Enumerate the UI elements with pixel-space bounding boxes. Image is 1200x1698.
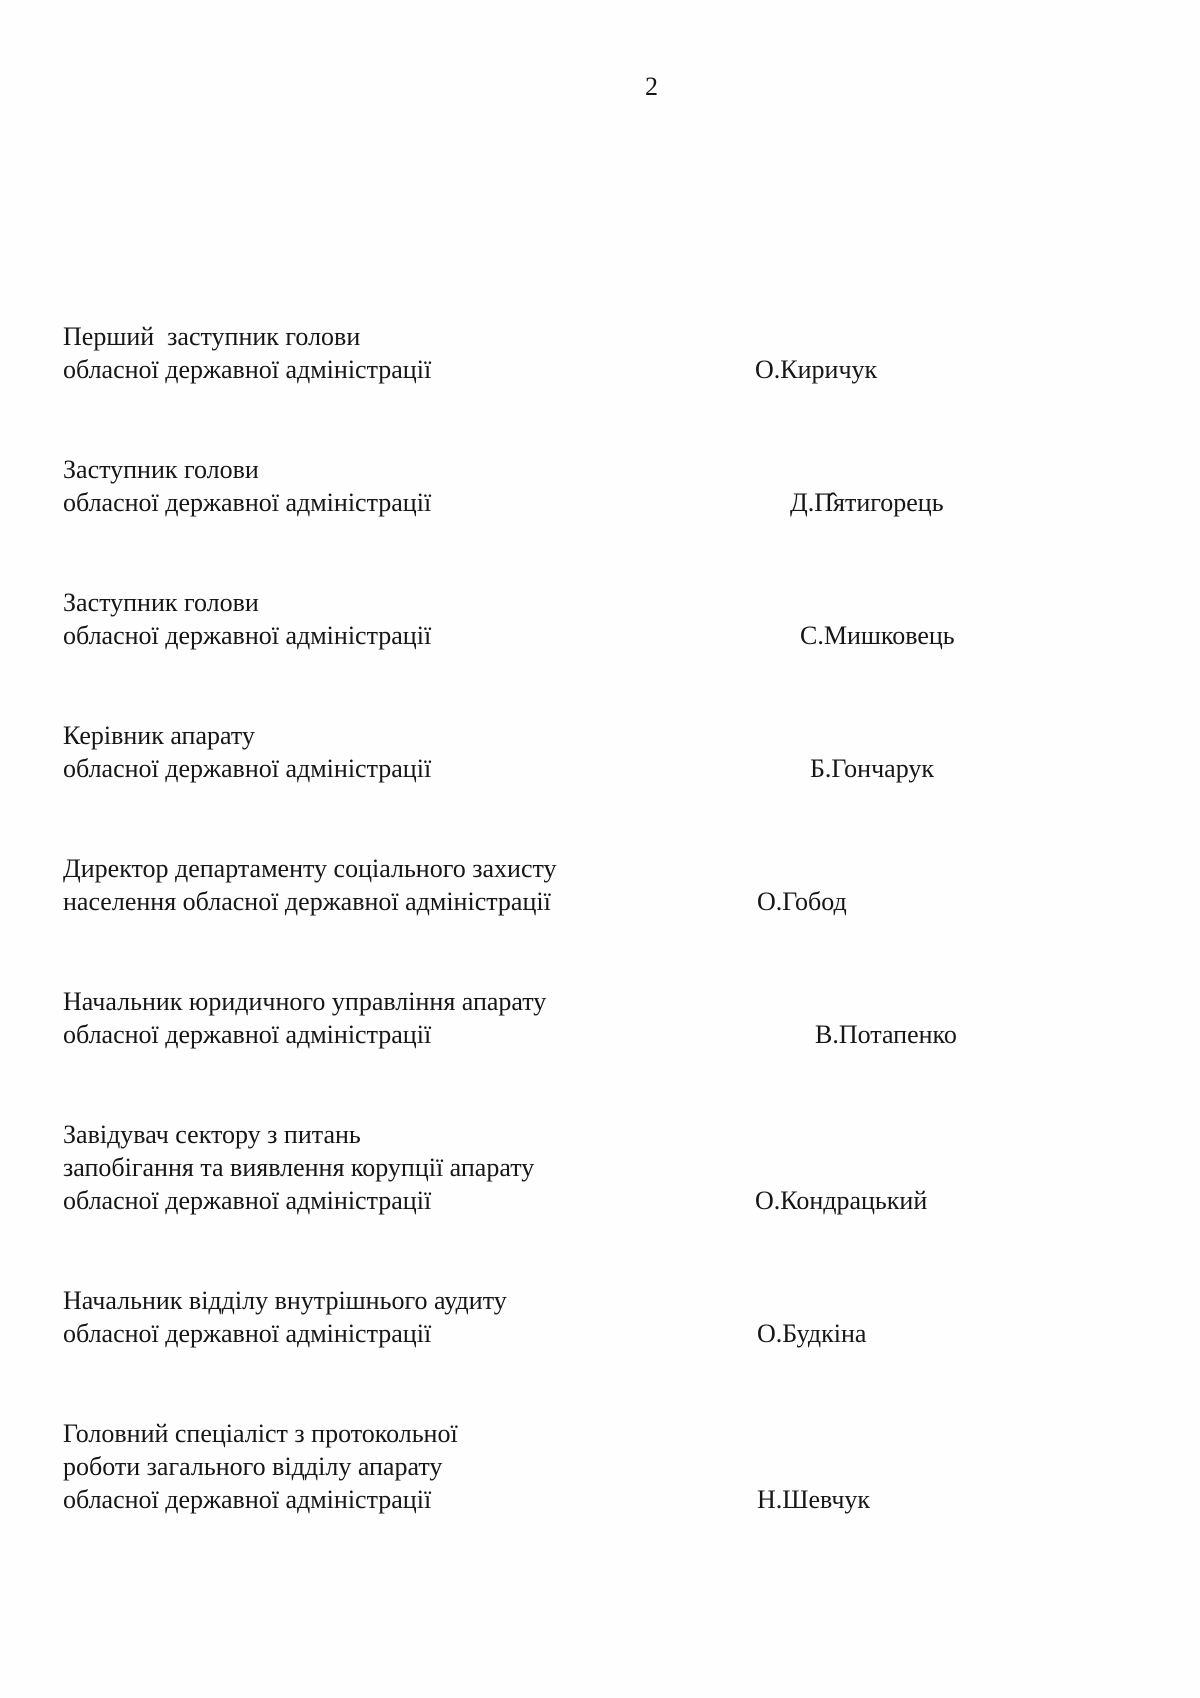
signature-entry [63,1284,1160,1350]
position-title-line: Заступник голови [63,455,259,484]
signatory-name: О.Будкіна [757,1319,867,1348]
position-title-line: Начальник відділу внутрішнього аудиту [63,1286,507,1315]
signature-entry [63,320,1160,386]
position-title-line: обласної державної адміністрації [63,1186,432,1215]
position-title-line: населення обласної державної адміністрації [63,887,551,916]
position-title-line: обласної державної адміністрації [63,621,432,650]
signatory-name: С.Мишковець [800,621,955,650]
signatory-name: Н.Шевчук [757,1485,871,1514]
signature-entry [63,1118,1160,1217]
position-title-line: Керівник апарату [63,721,255,750]
position-title-line: роботи загального відділу апарату [63,1452,443,1481]
position-title-line: Директор департаменту соціального захисту [63,854,557,883]
signatory-name: О.Кондрацький [755,1186,928,1215]
signature-list [63,320,1160,1583]
signatory-name: О.Гобод [757,887,847,916]
signature-entry [63,852,1160,918]
position-title-line: Заступник голови [63,588,259,617]
signatory-name: О.Киричук [755,355,878,384]
position-title-line: обласної державної адміністрації [63,355,432,384]
signature-entry [63,453,1160,519]
position-title-line: обласної державної адміністрації [63,1485,432,1514]
signature-entry [63,719,1160,785]
signatory-name: Б.Гончарук [810,754,934,783]
position-title-line: обласної державної адміністрації [63,1020,432,1049]
page-number: 2 [645,72,658,101]
signature-entry [63,586,1160,652]
position-title-line: запобігання та виявлення корупції апарату [63,1153,535,1182]
position-title-line: Завідувач сектору з питань [63,1120,361,1149]
position-title-line: Начальник юридичного управління апарату [63,987,547,1016]
position-title-line: Головний спеціаліст з протокольної [63,1419,458,1448]
signature-entry [63,1417,1160,1516]
signature-entry [63,985,1160,1051]
position-title-line: обласної державної адміністрації [63,488,432,517]
position-title-line: Перший заступник голови [63,322,361,351]
signatory-name: Д.П̂ятигорець [790,488,944,517]
signatory-name: В.Потапенко [815,1020,957,1049]
position-title-line: обласної державної адміністрації [63,754,432,783]
position-title-line: обласної державної адміністрації [63,1319,432,1348]
